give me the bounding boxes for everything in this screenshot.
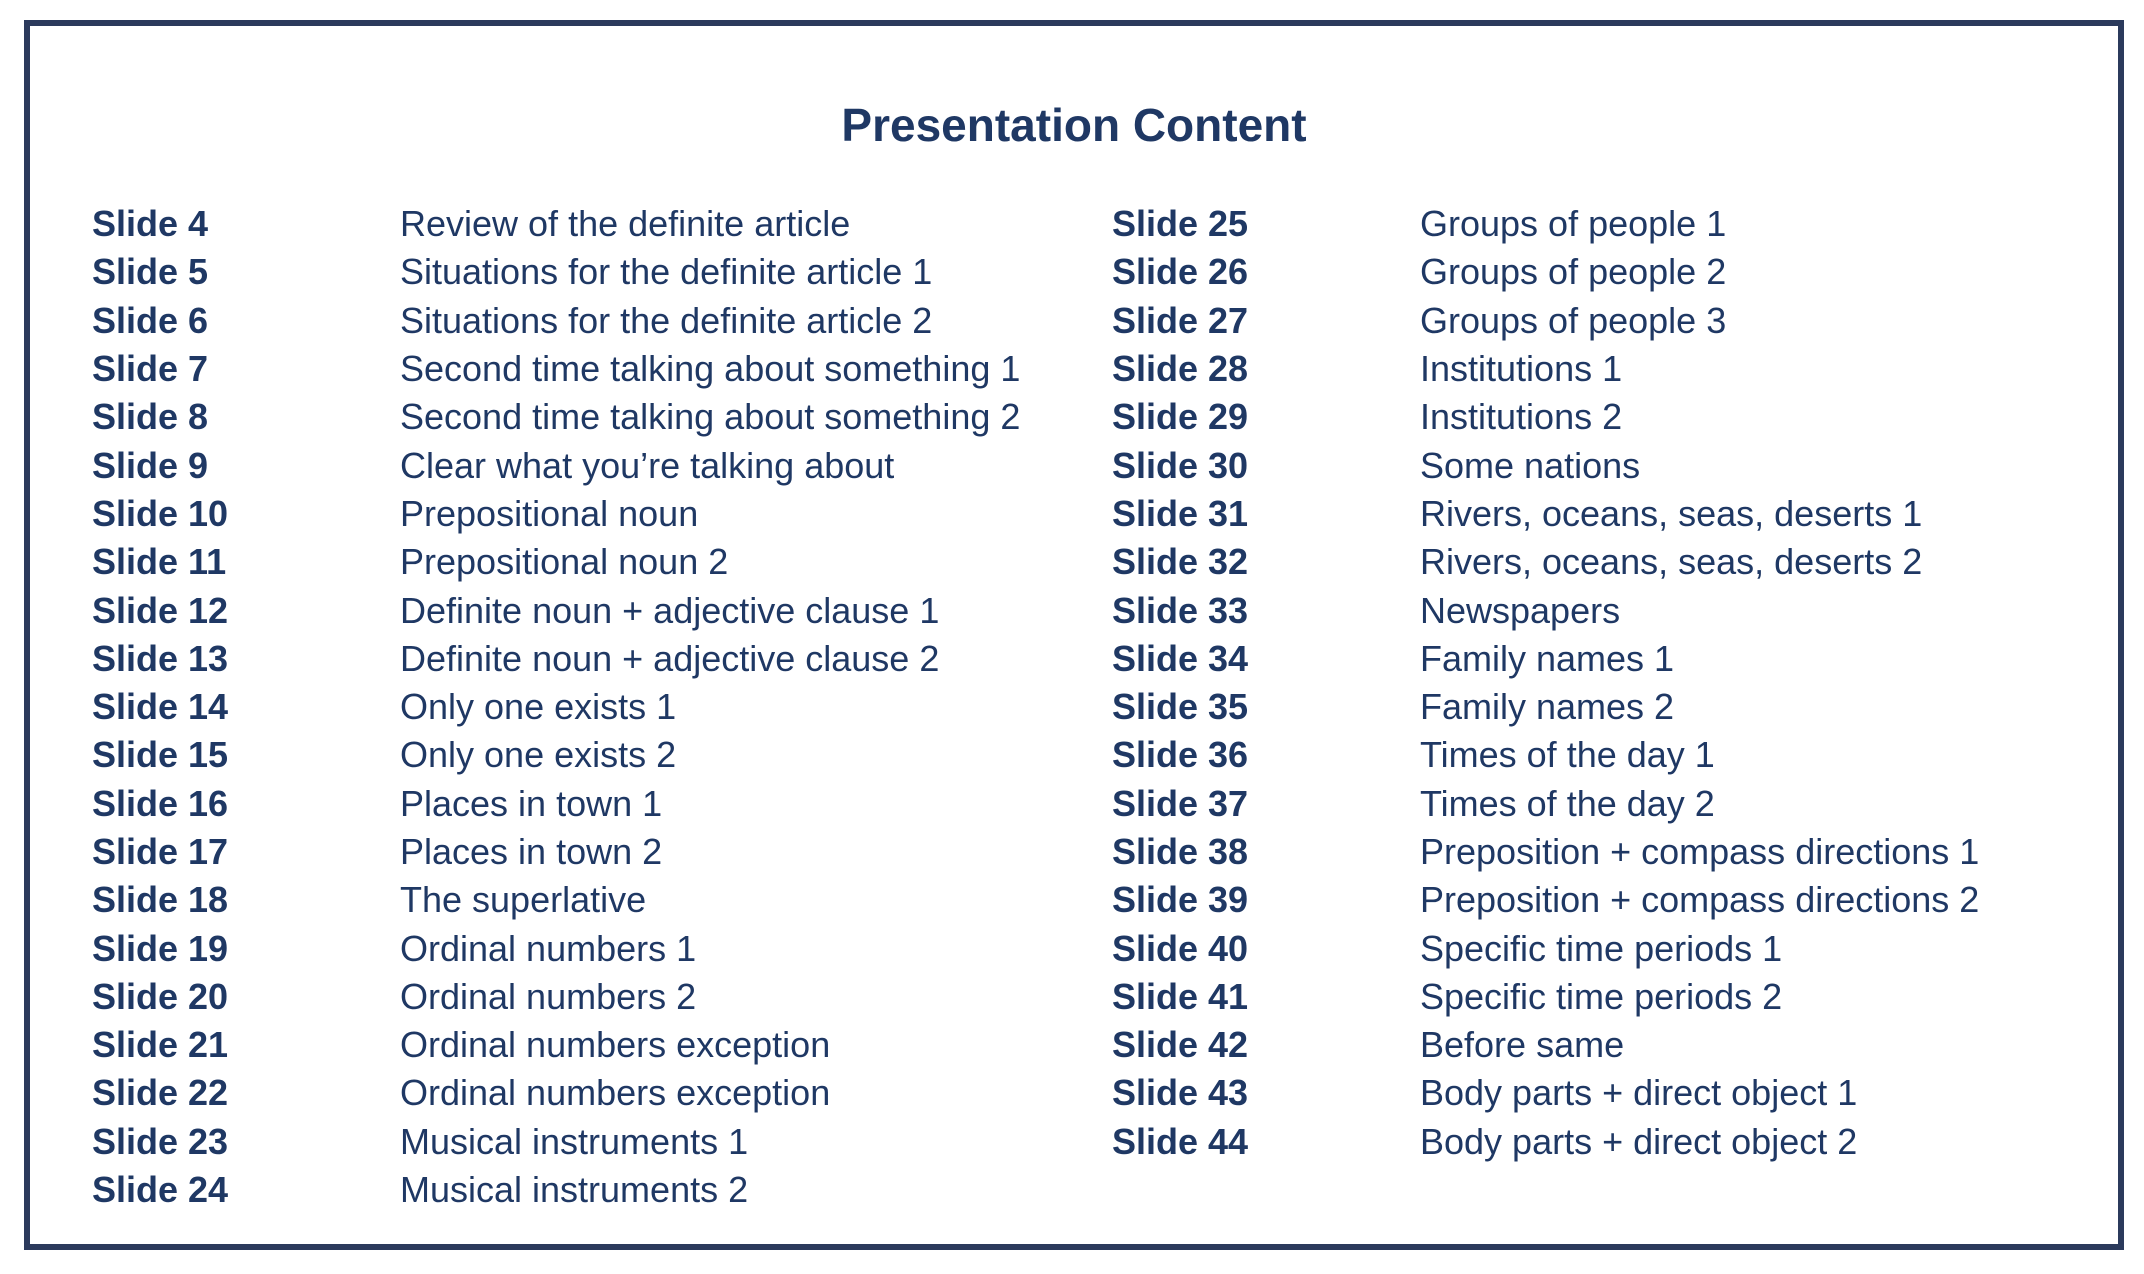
list-item [1112,973,1979,1021]
slide-number: Slide 33 [1112,589,1249,631]
slide-topic: Times of the day 2 [1420,782,1715,824]
list-item [92,828,1020,876]
slide-topic: Situations for the definite article 2 [400,299,933,341]
right-column-list [1112,200,1979,1166]
list-item [92,345,1020,393]
slide-topic: Places in town 1 [400,782,663,824]
slide-number: Slide 38 [1112,831,1249,872]
left-column-list [92,200,1020,1214]
slide-topic: Groups of people 3 [1420,299,1727,341]
slide-number: Slide 44 [1112,1120,1249,1162]
list-item [92,731,1020,779]
slide-number: Slide 36 [1112,734,1249,776]
slide-topic: Times of the day 1 [1420,734,1715,776]
slide-topic: Preposition + compass directions 2 [1420,879,1980,921]
list-item [1112,683,1979,731]
slide-topic: Definite noun + adjective clause 2 [400,637,940,679]
slide-number: Slide 4 [92,203,209,245]
list-item [1112,393,1979,441]
list-item [92,683,1020,731]
list-item [92,780,1020,828]
slide-topic: Prepositional noun [400,492,699,534]
slide-topic: Ordinal numbers exception [400,1072,831,1114]
slide-topic: Body parts + direct object 2 [1420,1120,1858,1162]
slide-number: Slide 34 [1112,637,1249,679]
slide-topic: Definite noun + adjective clause 1 [400,589,940,631]
slide-topic: Places in town 2 [400,831,663,872]
list-item [92,586,1020,634]
slide-topic: Before same [1420,1024,1625,1066]
slide-topic: Family names 2 [1420,686,1675,728]
slide-number: Slide 18 [92,879,229,921]
slide-number: Slide 11 [92,541,227,583]
slide-number: Slide 28 [1112,348,1249,390]
slide-number: Slide 6 [92,299,209,341]
slide-number: Slide 40 [1112,927,1249,969]
list-item [1112,538,1979,586]
list-item [1112,248,1979,296]
list-item [92,1166,1020,1214]
page-title: Presentation Content [841,99,1307,151]
list-item [1112,876,1979,924]
list-item [92,635,1020,683]
list-item [92,973,1020,1021]
slide-topic: Specific time periods 1 [1420,927,1783,969]
slide-topic: Groups of people 2 [1420,251,1727,293]
list-item [92,490,1020,538]
slide-number: Slide 43 [1112,1072,1249,1114]
slide-number: Slide 17 [92,831,229,872]
list-item [1112,441,1979,489]
slide-topic: Some nations [1420,444,1641,486]
list-item [1112,586,1979,634]
list-item [1112,297,1979,345]
slide-topic: Only one exists 1 [400,686,677,728]
list-item [92,1021,1020,1069]
list-item [1112,731,1979,779]
slide-number: Slide 39 [1112,879,1249,921]
slide-number: Slide 41 [1112,975,1249,1017]
slide-number: Slide 29 [1112,396,1249,438]
slide-topic: Only one exists 2 [400,734,677,776]
slide-number: Slide 8 [92,396,209,438]
slide-topic: Second time talking about something 1 [400,348,1021,390]
slide-number: Slide 13 [92,637,229,679]
slide-number: Slide 15 [92,734,229,776]
slide-topic: Newspapers [1420,589,1621,631]
slide-topic: The superlative [400,879,647,921]
list-item [92,1118,1020,1166]
slide-number: Slide 9 [92,444,209,486]
list-item [92,924,1020,972]
slide-number: Slide 27 [1112,299,1249,341]
slide-topic: Second time talking about something 2 [400,396,1021,438]
list-item [1112,1069,1979,1117]
slide-number: Slide 42 [1112,1024,1249,1066]
slide-number: Slide 5 [92,251,209,293]
slide-number: Slide 12 [92,589,229,631]
slide-topic: Institutions 2 [1420,396,1623,438]
list-item [1112,1118,1979,1166]
slide-topic: Rivers, oceans, seas, deserts 2 [1420,541,1923,583]
slide-topic: Ordinal numbers exception [400,1024,831,1066]
slide-topic: Situations for the definite article 1 [400,251,933,293]
slide-topic: Institutions 1 [1420,348,1623,390]
slide-number: Slide 30 [1112,444,1249,486]
slide-number: Slide 21 [92,1024,229,1066]
slide-topic: Rivers, oceans, seas, deserts 1 [1420,492,1923,534]
slide-topic: Musical instruments 1 [400,1120,749,1162]
list-item [1112,490,1979,538]
slide-number: Slide 31 [1112,492,1249,534]
slide-topic: Prepositional noun 2 [400,541,729,583]
list-item [92,1069,1020,1117]
list-item [1112,635,1979,683]
list-item [92,393,1020,441]
slide-number: Slide 16 [92,782,229,824]
list-item [92,297,1020,345]
list-item [1112,780,1979,828]
slide-topic: Ordinal numbers 1 [400,927,697,969]
slide-number: Slide 10 [92,492,229,534]
slide-topic: Review of the definite article [400,203,851,245]
slide-number: Slide 25 [1112,203,1249,245]
content-frame [24,20,2124,1250]
slide-topic: Body parts + direct object 1 [1420,1072,1858,1114]
list-item [1112,1021,1979,1069]
slide-number: Slide 35 [1112,686,1249,728]
slide-number: Slide 37 [1112,782,1249,824]
list-item [92,441,1020,489]
slide-number: Slide 26 [1112,251,1249,293]
slide-number: Slide 19 [92,927,229,969]
slide-number: Slide 23 [92,1120,229,1162]
slide-topic: Groups of people 1 [1420,203,1727,245]
list-item [92,248,1020,296]
list-item [92,876,1020,924]
slide-topic: Preposition + compass directions 1 [1420,831,1980,872]
slide-number: Slide 32 [1112,541,1249,583]
slide-topic: Musical instruments 2 [400,1169,749,1211]
slide-number: Slide 22 [92,1072,229,1114]
slide-topic: Ordinal numbers 2 [400,975,697,1017]
slide-topic: Family names 1 [1420,637,1675,679]
list-item [1112,200,1979,248]
slide-number: Slide 20 [92,975,229,1017]
slide-topic: Specific time periods 2 [1420,975,1783,1017]
list-item [1112,924,1979,972]
list-item [1112,828,1979,876]
slide-topic: Clear what you’re talking about [400,444,895,486]
list-item [92,538,1020,586]
slide-number: Slide 7 [92,348,209,390]
slide-number: Slide 24 [92,1169,229,1211]
list-item [1112,345,1979,393]
slide-number: Slide 14 [92,686,229,728]
list-item [92,200,1020,248]
